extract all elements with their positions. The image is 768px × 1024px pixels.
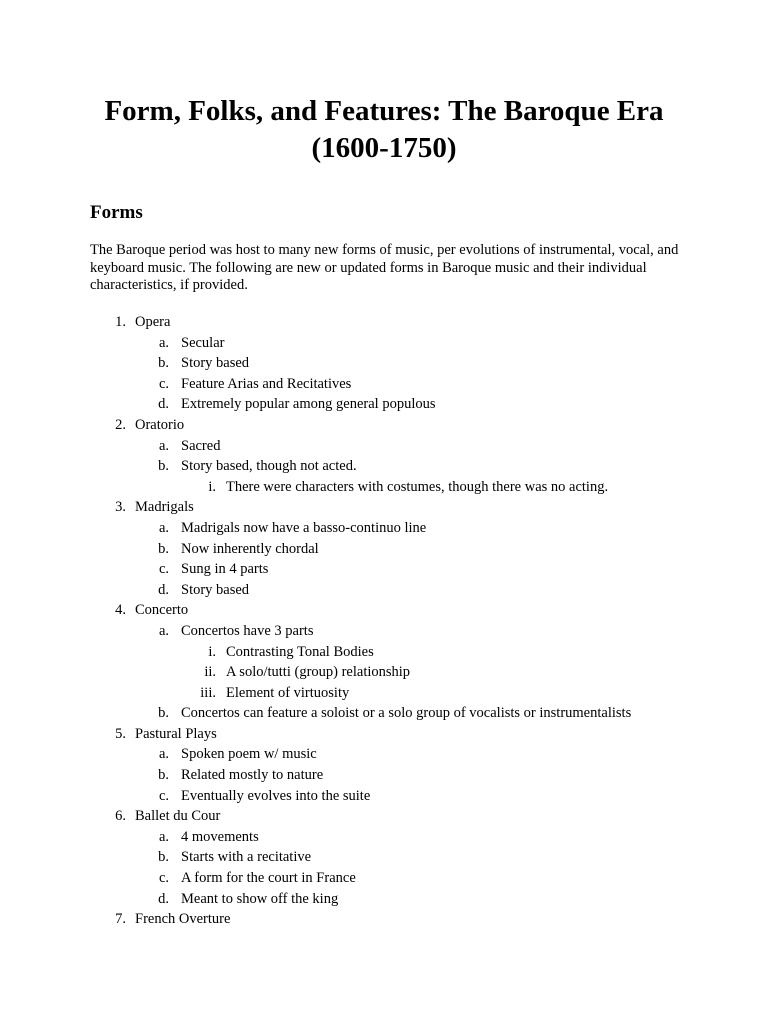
- list-item-text: Oratorio: [135, 416, 185, 433]
- list-item-level-2: [0, 580, 768, 601]
- list-marker: b.: [158, 767, 169, 784]
- page-title-line-2: (1600-1750): [311, 132, 457, 164]
- list-item-level-1: [0, 415, 768, 436]
- list-item-level-1: [0, 909, 768, 930]
- list-item-level-2: [0, 436, 768, 457]
- page-title: [60, 93, 708, 167]
- list-item-text: Secular: [181, 334, 225, 351]
- list-marker: b.: [158, 849, 169, 866]
- list-item-text: Madrigals: [135, 499, 194, 516]
- list-item-text: Extremely popular among general populous: [181, 396, 436, 413]
- list-marker: i.: [208, 478, 216, 495]
- list-item-text: Madrigals now have a basso-continuo line: [181, 519, 427, 536]
- list-item-text: Story based: [181, 581, 250, 598]
- list-item-level-2: [0, 703, 768, 724]
- list-item-level-1: [0, 497, 768, 518]
- list-item-level-1: [0, 724, 768, 745]
- list-item-level-2: [0, 518, 768, 539]
- list-item-text: Ballet du Cour: [135, 808, 221, 825]
- list-marker: ii.: [204, 664, 216, 681]
- list-marker: i.: [208, 643, 216, 660]
- list-item-level-2: [0, 559, 768, 580]
- list-marker: 6.: [115, 808, 126, 825]
- list-item-text: Feature Arias and Recitatives: [181, 375, 352, 392]
- forms-outline-list: [0, 312, 768, 930]
- list-marker: b.: [158, 355, 169, 372]
- list-marker: c.: [158, 870, 169, 887]
- list-item-text: Spoken poem w/ music: [181, 746, 317, 763]
- list-item-level-3: [0, 662, 768, 683]
- list-item-text: Contrasting Tonal Bodies: [226, 643, 374, 660]
- list-item-text: Pastural Plays: [135, 725, 217, 742]
- list-item-text: There were characters with costumes, though there was no acting.: [226, 478, 609, 495]
- list-marker: b.: [158, 540, 169, 557]
- list-item-level-2: [0, 621, 768, 642]
- list-item-level-2: [0, 868, 768, 889]
- list-item-text: Opera: [135, 314, 171, 330]
- list-item-level-3: [0, 683, 768, 704]
- list-marker: b.: [158, 705, 169, 722]
- list-item-text: 4 movements: [181, 828, 259, 845]
- list-marker: 4.: [115, 602, 126, 619]
- list-item-text: Sung in 4 parts: [181, 561, 269, 578]
- list-marker: a.: [158, 519, 169, 536]
- list-item-level-3: [0, 477, 768, 498]
- list-item-level-1: [0, 600, 768, 621]
- list-item-level-2: [0, 539, 768, 560]
- list-item-level-2: [0, 456, 768, 477]
- list-marker: 1.: [115, 314, 126, 330]
- list-marker: a.: [158, 437, 169, 454]
- list-item-text: Now inherently chordal: [181, 540, 319, 557]
- list-item-text: Related mostly to nature: [181, 767, 324, 784]
- list-item-text: Story based: [181, 355, 250, 372]
- list-item-level-2: [0, 353, 768, 374]
- list-item-text: Sacred: [181, 437, 221, 454]
- intro-paragraph: The Baroque period was host to many new forms of music, per evolutions of instrumental, vocal, and keyboard music. The following are new or updated forms in Baroque music and their individual characteristics, if provided.: [90, 242, 679, 294]
- list-item-level-2: [0, 333, 768, 354]
- list-marker: iii.: [200, 684, 216, 701]
- list-marker: a.: [158, 334, 169, 351]
- list-item-level-2: [0, 786, 768, 807]
- list-item-text: Concerto: [135, 602, 189, 619]
- list-item-level-2: [0, 889, 768, 910]
- list-item-level-2: [0, 827, 768, 848]
- list-marker: c.: [158, 787, 169, 804]
- list-marker: a.: [158, 622, 169, 639]
- list-marker: 5.: [115, 725, 126, 742]
- list-item-level-3: [0, 642, 768, 663]
- list-marker: a.: [158, 746, 169, 763]
- list-item-level-1: [0, 806, 768, 827]
- list-marker: 7.: [115, 911, 126, 928]
- list-item-text: Starts with a recitative: [181, 849, 312, 866]
- list-marker: 2.: [115, 416, 126, 433]
- list-item-text: French Overture: [135, 911, 231, 928]
- list-item-level-2: [0, 394, 768, 415]
- list-marker: d.: [158, 890, 169, 907]
- list-item-text: Story based, though not acted.: [181, 458, 357, 475]
- list-item-level-2: [0, 744, 768, 765]
- list-item-text: Concertos have 3 parts: [181, 622, 314, 639]
- list-item-level-2: [0, 374, 768, 395]
- list-item-text: A solo/tutti (group) relationship: [226, 664, 411, 681]
- list-item-level-2: [0, 765, 768, 786]
- list-marker: 3.: [115, 499, 126, 516]
- list-marker: c.: [158, 375, 169, 392]
- section-heading-forms: Forms: [90, 202, 143, 223]
- list-item-text: A form for the court in France: [181, 870, 356, 887]
- list-item-text: Concertos can feature a soloist or a solo group of vocalists or instrumentalists: [181, 705, 632, 722]
- list-item-text: Eventually evolves into the suite: [181, 787, 371, 804]
- list-marker: b.: [158, 458, 169, 475]
- list-marker: d.: [158, 396, 169, 413]
- list-item-text: Element of virtuosity: [226, 684, 350, 701]
- list-item-level-2: [0, 847, 768, 868]
- page-title-line-1: Form, Folks, and Features: The Baroque Era: [104, 95, 664, 127]
- list-item-text: Meant to show off the king: [181, 890, 339, 907]
- list-marker: a.: [158, 828, 169, 845]
- list-marker: c.: [158, 561, 169, 578]
- list-item-level-1: [0, 312, 768, 333]
- list-marker: d.: [158, 581, 169, 598]
